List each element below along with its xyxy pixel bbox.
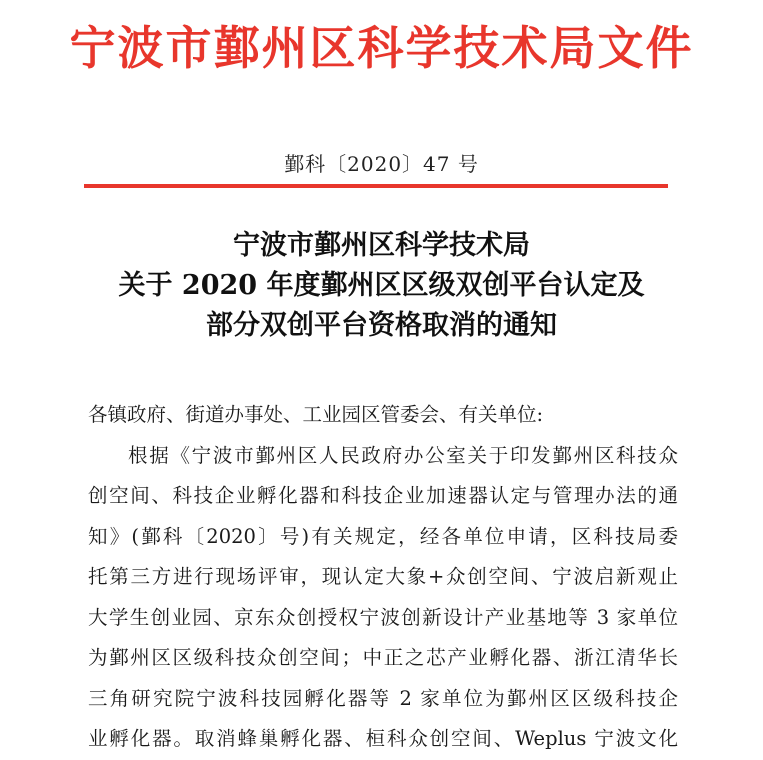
issuing-organization-header: 宁波市鄞州区科学技术局文件 bbox=[69, 21, 694, 75]
document-body bbox=[88, 395, 678, 760]
document-number: 鄞科〔2020〕47 号 bbox=[284, 152, 479, 176]
body-line-4: 托第三方进行现场评审，现认定大象+众创空间、宁波启新观止 bbox=[88, 565, 678, 588]
title-line-3: 部分双创平台资格取消的通知 bbox=[206, 310, 557, 341]
body-line-6: 为鄞州区区级科技众创空间；中正之芯产业孵化器、浙江清华长 bbox=[88, 646, 678, 669]
title-line-1: 宁波市鄞州区科学技术局 bbox=[233, 230, 530, 261]
body-line-3: 知》(鄞科〔2020〕号)有关规定，经各单位申请，区科技局委 bbox=[88, 524, 678, 548]
title-line-2: 关于 2020 年度鄞州区区级双创平台认定及 bbox=[118, 270, 645, 301]
body-line-7: 三角研究院宁波科技园孵化器等 2 家单位为鄞州区区级科技企 bbox=[88, 686, 678, 710]
red-separator-rule bbox=[84, 184, 668, 188]
body-line-5: 大学生创业园、京东众创授权宁波创新设计产业基地等 3 家单位 bbox=[88, 605, 678, 629]
body-line-1: 根据《宁波市鄞州区人民政府办公室关于印发鄞州区科技众 bbox=[128, 443, 678, 467]
document-title bbox=[0, 226, 763, 346]
body-line-8: 业孵化器。取消蜂巢孵化器、桓科众创空间、Weplus 宁波文化 bbox=[88, 727, 678, 750]
body-line-2: 创空间、科技企业孵化器和科技企业加速器认定与管理办法的通 bbox=[88, 484, 678, 507]
salutation: 各镇政府、街道办事处、工业园区管委会、有关单位: bbox=[88, 403, 544, 426]
